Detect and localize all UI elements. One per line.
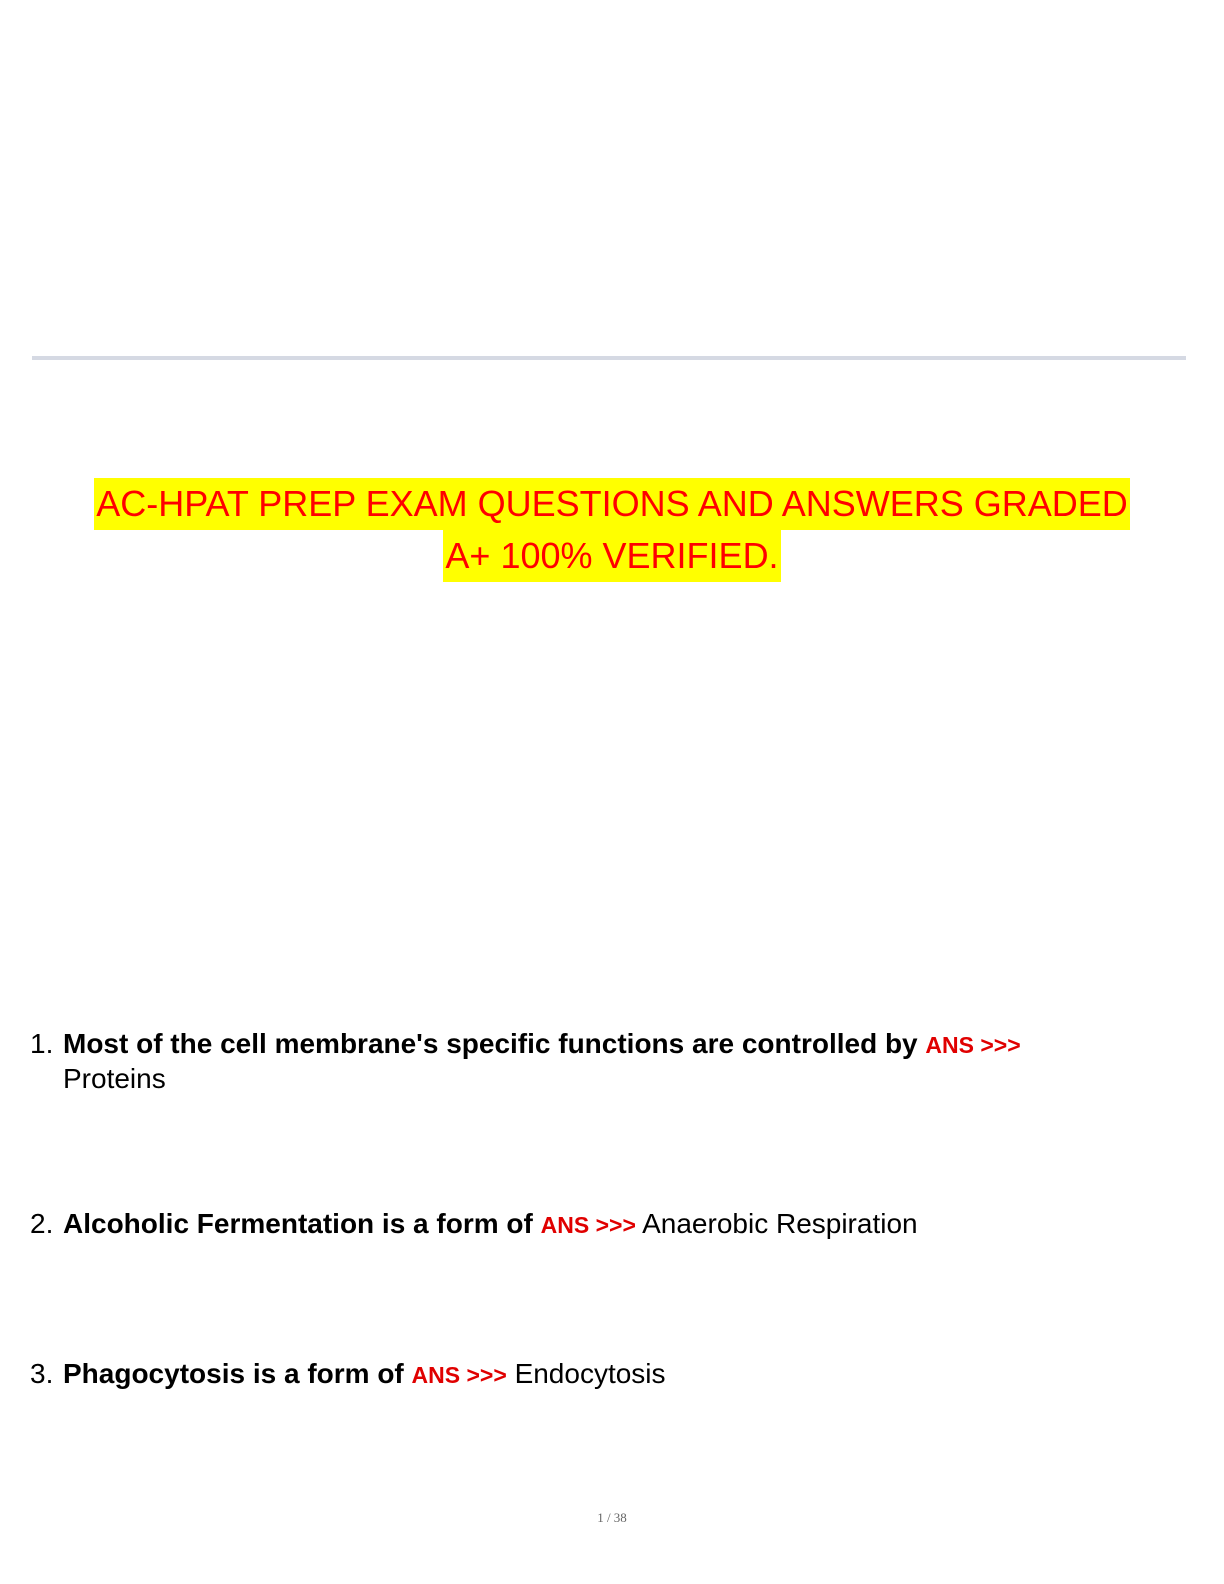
question-body bbox=[63, 1027, 1200, 1095]
question-item-1 bbox=[30, 1027, 1200, 1095]
answer-marker: ANS >>> bbox=[540, 1212, 636, 1238]
question-item-2 bbox=[30, 1207, 1200, 1242]
answer-text: Proteins bbox=[63, 1063, 166, 1094]
question-text: Most of the cell membrane's specific functions are controlled by bbox=[63, 1028, 918, 1059]
answer-marker: ANS >>> bbox=[925, 1032, 1021, 1058]
question-number: 3. bbox=[30, 1358, 54, 1389]
question-number: 2. bbox=[30, 1208, 54, 1239]
page-number: 1 / 38 bbox=[597, 1510, 627, 1525]
answer-text: Anaerobic Respiration bbox=[642, 1208, 918, 1239]
answer-text: Endocytosis bbox=[514, 1358, 666, 1389]
title-line-1: AC-HPAT PREP EXAM QUESTIONS AND ANSWERS GRADED bbox=[94, 478, 1130, 530]
title-line-2: A+ 100% VERIFIED. bbox=[443, 530, 780, 582]
question-text: Alcoholic Fermentation is a form of bbox=[63, 1208, 533, 1239]
question-number: 1. bbox=[30, 1028, 54, 1059]
question-text: Phagocytosis is a form of bbox=[63, 1358, 404, 1389]
question-body bbox=[63, 1207, 1200, 1242]
answer-marker: ANS >>> bbox=[411, 1362, 507, 1388]
header-divider bbox=[32, 356, 1186, 360]
question-item-3 bbox=[30, 1357, 1200, 1392]
question-body bbox=[63, 1357, 1200, 1392]
document-title bbox=[0, 478, 1224, 582]
